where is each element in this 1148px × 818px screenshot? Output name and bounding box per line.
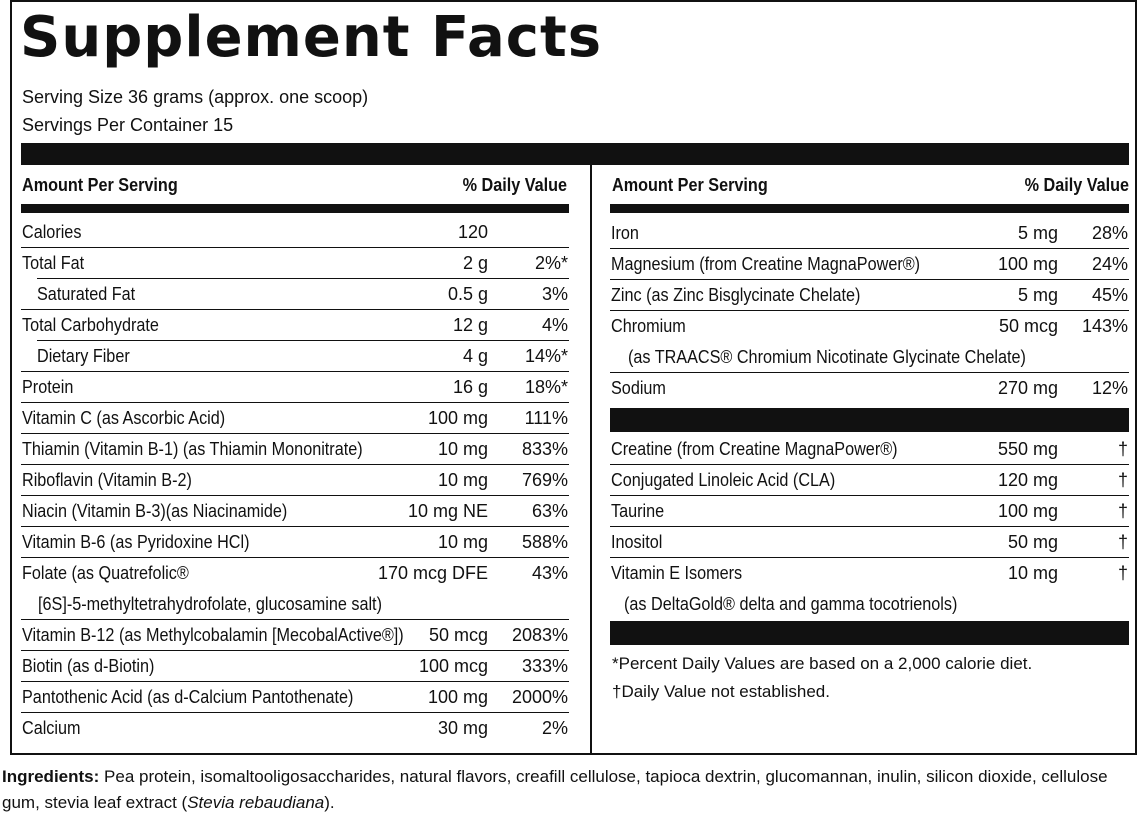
nutrient-name: Vitamin C (as Ascorbic Acid)	[22, 408, 226, 428]
nutrient-row	[21, 558, 569, 620]
nutrient-amount: 30 mg	[437, 718, 488, 738]
ingredients-text-a: Pea protein, isomaltooligosaccharides, natural flavors, creafill cellulose, tapioca dextrin, glucomannan, inulin, silicon dioxide, cellulose gum, stevia leaf extract (	[2, 767, 1108, 812]
nutrient-name: Riboflavin (Vitamin B-2)	[22, 470, 192, 490]
nutrient-daily-value: 63%	[531, 501, 568, 521]
nutrient-row	[21, 341, 569, 372]
nutrient-row	[21, 682, 569, 713]
nutrient-name: Saturated Fat	[37, 284, 136, 304]
nutrient-amount: 5 mg	[1017, 223, 1058, 243]
nutrient-name: Protein	[22, 377, 74, 397]
nutrient-daily-value: 24%	[1091, 254, 1128, 274]
nutrient-amount: 50 mcg	[428, 625, 488, 645]
nutrient-daily-value: †	[1117, 532, 1128, 552]
nutrient-row	[21, 465, 569, 496]
nutrient-daily-value: 2083%	[511, 625, 568, 645]
nutrient-row	[21, 217, 569, 248]
nutrient-name: Creatine (from Creatine MagnaPower®)	[611, 439, 898, 459]
nutrient-amount: 100 mg	[997, 501, 1058, 521]
nutrient-amount: 5 mg	[1017, 285, 1058, 305]
panel-title: Supplement Facts	[20, 5, 603, 70]
right-header-amount: Amount Per Serving	[612, 175, 768, 195]
right-header-dv: % Daily Value	[1024, 175, 1129, 195]
nutrient-daily-value: 111%	[524, 408, 568, 428]
column-divider	[590, 165, 592, 755]
nutrient-amount: 10 mg	[437, 439, 488, 459]
nutrient-row	[610, 465, 1129, 496]
ingredients-statement	[2, 764, 1142, 816]
nutrient-amount: 100 mg	[427, 408, 488, 428]
nutrient-amount: 0.5 g	[447, 284, 488, 304]
nutrient-name: Zinc (as Zinc Bisglycinate Chelate)	[611, 285, 861, 305]
nutrient-amount: 10 mg	[437, 532, 488, 552]
nutrient-source-detail: (as TRAACS® Chromium Nicotinate Glycinate Chelate)	[628, 347, 1026, 367]
nutrient-daily-value: 2%*	[534, 253, 568, 273]
nutrient-daily-value: 2000%	[511, 687, 568, 707]
nutrient-row	[21, 620, 569, 651]
nutrient-daily-value: 833%	[521, 439, 568, 459]
nutrient-daily-value: 14%*	[524, 346, 568, 366]
nutrient-daily-value: 45%	[1091, 285, 1128, 305]
thick-divider-right	[610, 204, 1129, 213]
nutrient-row	[610, 434, 1129, 465]
nutrient-amount: 100 mcg	[418, 656, 488, 676]
nutrient-daily-value: 2%	[541, 718, 568, 738]
nutrient-amount: 10 mg	[437, 470, 488, 490]
serving-size: Serving Size 36 grams (approx. one scoop)	[22, 87, 369, 107]
nutrient-name: Vitamin B-6 (as Pyridoxine HCl)	[22, 532, 250, 552]
nutrient-amount: 120	[457, 222, 488, 242]
nutrient-amount: 550 mg	[997, 439, 1058, 459]
nutrient-daily-value: †	[1117, 439, 1128, 459]
nutrient-row	[610, 218, 1129, 249]
nutrient-row	[21, 403, 569, 434]
nutrient-amount: 50 mcg	[998, 316, 1058, 336]
nutrient-amount: 10 mg NE	[407, 501, 488, 521]
nutrient-name: Dietary Fiber	[37, 346, 130, 366]
nutrient-name: Calories	[22, 222, 82, 242]
nutrient-row	[610, 373, 1129, 404]
nutrient-row	[610, 280, 1129, 311]
nutrient-daily-value: 4%	[541, 315, 568, 335]
nutrient-name: Calcium	[22, 718, 81, 738]
nutrient-daily-value: 3%	[541, 284, 568, 304]
nutrient-name: Niacin (Vitamin B-3)(as Niacinamide)	[22, 501, 288, 521]
thick-divider-right-bottom	[610, 621, 1129, 645]
thick-divider-top	[21, 143, 1129, 165]
servings-per-container: Servings Per Container 15	[22, 115, 234, 135]
ingredients-italic: Stevia rebaudiana	[187, 793, 325, 812]
footnote-dagger: †Daily Value not established.	[612, 682, 830, 701]
nutrient-row	[610, 496, 1129, 527]
nutrient-name: Pantothenic Acid (as d-Calcium Pantothenate)	[22, 687, 354, 707]
nutrient-amount: 100 mg	[427, 687, 488, 707]
nutrient-name: Taurine	[611, 501, 665, 521]
nutrient-row	[610, 249, 1129, 280]
nutrient-daily-value: 333%	[521, 656, 568, 676]
nutrient-name: Biotin (as d-Biotin)	[22, 656, 155, 676]
nutrient-name: Total Carbohydrate	[22, 315, 159, 335]
nutrient-row	[21, 496, 569, 527]
nutrient-row	[21, 651, 569, 682]
nutrient-name: Thiamin (Vitamin B-1) (as Thiamin Mononitrate)	[22, 439, 363, 459]
nutrient-daily-value: 12%	[1091, 378, 1128, 398]
nutrient-daily-value: 18%*	[524, 377, 568, 397]
nutrient-daily-value: †	[1117, 563, 1128, 583]
nutrient-daily-value: 28%	[1091, 223, 1128, 243]
thick-divider-left	[21, 204, 569, 213]
nutrient-name: Sodium	[611, 378, 666, 398]
nutrient-name: Inositol	[611, 532, 663, 552]
nutrient-daily-value: 769%	[521, 470, 568, 490]
nutrient-name: Folate (as Quatrefolic®	[22, 563, 189, 583]
nutrient-amount: 170 mcg DFE	[377, 563, 488, 583]
nutrient-name: Chromium	[611, 316, 686, 336]
nutrient-source-detail: (as DeltaGold® delta and gamma tocotrienols)	[624, 594, 958, 614]
left-header-dv: % Daily Value	[462, 175, 567, 195]
nutrient-row	[21, 279, 569, 310]
nutrient-row	[610, 311, 1129, 373]
nutrient-row	[610, 558, 1129, 620]
ingredients-text-b: ).	[324, 793, 335, 812]
nutrient-daily-value: 143%	[1081, 316, 1128, 336]
nutrient-amount: 120 mg	[997, 470, 1058, 490]
nutrient-name: Total Fat	[22, 253, 85, 273]
ingredients-label: Ingredients:	[2, 767, 100, 786]
nutrient-source-detail: [6S]-5-methyltetrahydrofolate, glucosamine salt)	[38, 594, 382, 614]
nutrient-amount: 2 g	[462, 253, 488, 273]
nutrient-amount: 4 g	[462, 346, 488, 366]
nutrient-daily-value: †	[1117, 501, 1128, 521]
nutrient-name: Iron	[611, 223, 639, 243]
nutrient-row	[610, 527, 1129, 558]
nutrient-daily-value: 588%	[521, 532, 568, 552]
nutrient-row	[21, 248, 569, 279]
nutrient-name: Vitamin B-12 (as Methylcobalamin [MecobalActive®])	[22, 625, 404, 645]
nutrient-amount: 10 mg	[1007, 563, 1058, 583]
nutrient-row	[21, 310, 569, 341]
footnote-percent: *Percent Daily Values are based on a 2,000 calorie diet.	[612, 654, 1033, 673]
nutrient-row	[21, 713, 569, 744]
nutrient-name: Conjugated Linoleic Acid (CLA)	[611, 470, 836, 490]
nutrient-amount: 16 g	[452, 377, 488, 397]
nutrient-amount: 12 g	[452, 315, 488, 335]
nutrient-row	[21, 434, 569, 465]
nutrient-row	[21, 527, 569, 558]
nutrient-amount: 270 mg	[997, 378, 1058, 398]
nutrient-daily-value: 43%	[531, 563, 568, 583]
left-header-amount: Amount Per Serving	[22, 175, 178, 195]
nutrient-name: Magnesium (from Creatine MagnaPower®)	[611, 254, 921, 274]
nutrient-amount: 100 mg	[997, 254, 1058, 274]
nutrient-row	[21, 372, 569, 403]
thick-divider-right-mid	[610, 408, 1129, 432]
nutrient-amount: 50 mg	[1007, 532, 1058, 552]
nutrient-daily-value: †	[1117, 470, 1128, 490]
nutrient-name: Vitamin E Isomers	[611, 563, 743, 583]
